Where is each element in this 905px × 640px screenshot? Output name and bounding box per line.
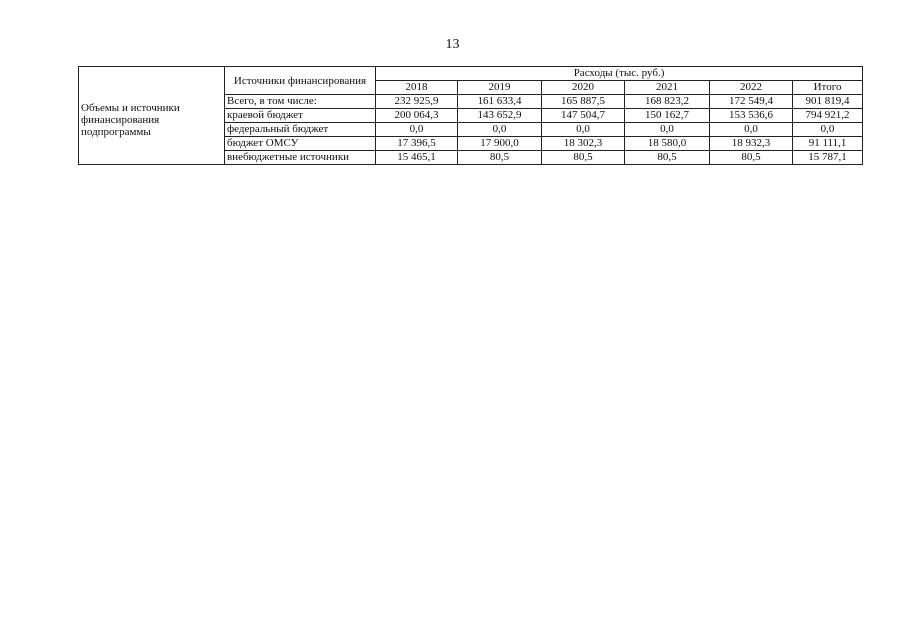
value-cell: 80,5 [710,151,793,165]
expenses-header: Расходы (тыс. руб.) [376,67,863,81]
source-label: Всего, в том числе: [225,95,376,109]
value-cell: 168 823,2 [625,95,710,109]
value-cell: 153 536,6 [710,109,793,123]
value-cell: 0,0 [710,123,793,137]
value-cell: 80,5 [542,151,625,165]
value-cell: 18 580,0 [625,137,710,151]
value-cell: 200 064,3 [376,109,458,123]
total-cell: 0,0 [793,123,863,137]
total-header: Итого [793,81,863,95]
sources-header: Источники финансирования [225,67,376,95]
source-label: бюджет ОМСУ [225,137,376,151]
source-label: внебюджетные источники [225,151,376,165]
value-cell: 17 900,0 [458,137,542,151]
financing-table [78,66,863,165]
value-cell: 0,0 [458,123,542,137]
total-cell: 15 787,1 [793,151,863,165]
total-cell: 794 921,2 [793,109,863,123]
year-header: 2022 [710,81,793,95]
value-cell: 143 652,9 [458,109,542,123]
value-cell: 18 302,3 [542,137,625,151]
value-cell: 172 549,4 [710,95,793,109]
year-header: 2020 [542,81,625,95]
value-cell: 0,0 [625,123,710,137]
value-cell: 161 633,4 [458,95,542,109]
value-cell: 147 504,7 [542,109,625,123]
year-header: 2021 [625,81,710,95]
total-cell: 91 111,1 [793,137,863,151]
value-cell: 17 396,5 [376,137,458,151]
value-cell: 15 465,1 [376,151,458,165]
source-label: федеральный бюджет [225,123,376,137]
total-cell: 901 819,4 [793,95,863,109]
header-row-1 [79,67,863,81]
value-cell: 80,5 [625,151,710,165]
value-cell: 165 887,5 [542,95,625,109]
value-cell: 0,0 [376,123,458,137]
year-header: 2018 [376,81,458,95]
value-cell: 0,0 [542,123,625,137]
value-cell: 150 162,7 [625,109,710,123]
year-header: 2019 [458,81,542,95]
value-cell: 232 925,9 [376,95,458,109]
value-cell: 18 932,3 [710,137,793,151]
source-label: краевой бюджет [225,109,376,123]
value-cell: 80,5 [458,151,542,165]
program-label-cell: Объемы и источники финансирования подпрограммы [79,67,225,165]
page-number: 13 [445,37,460,52]
